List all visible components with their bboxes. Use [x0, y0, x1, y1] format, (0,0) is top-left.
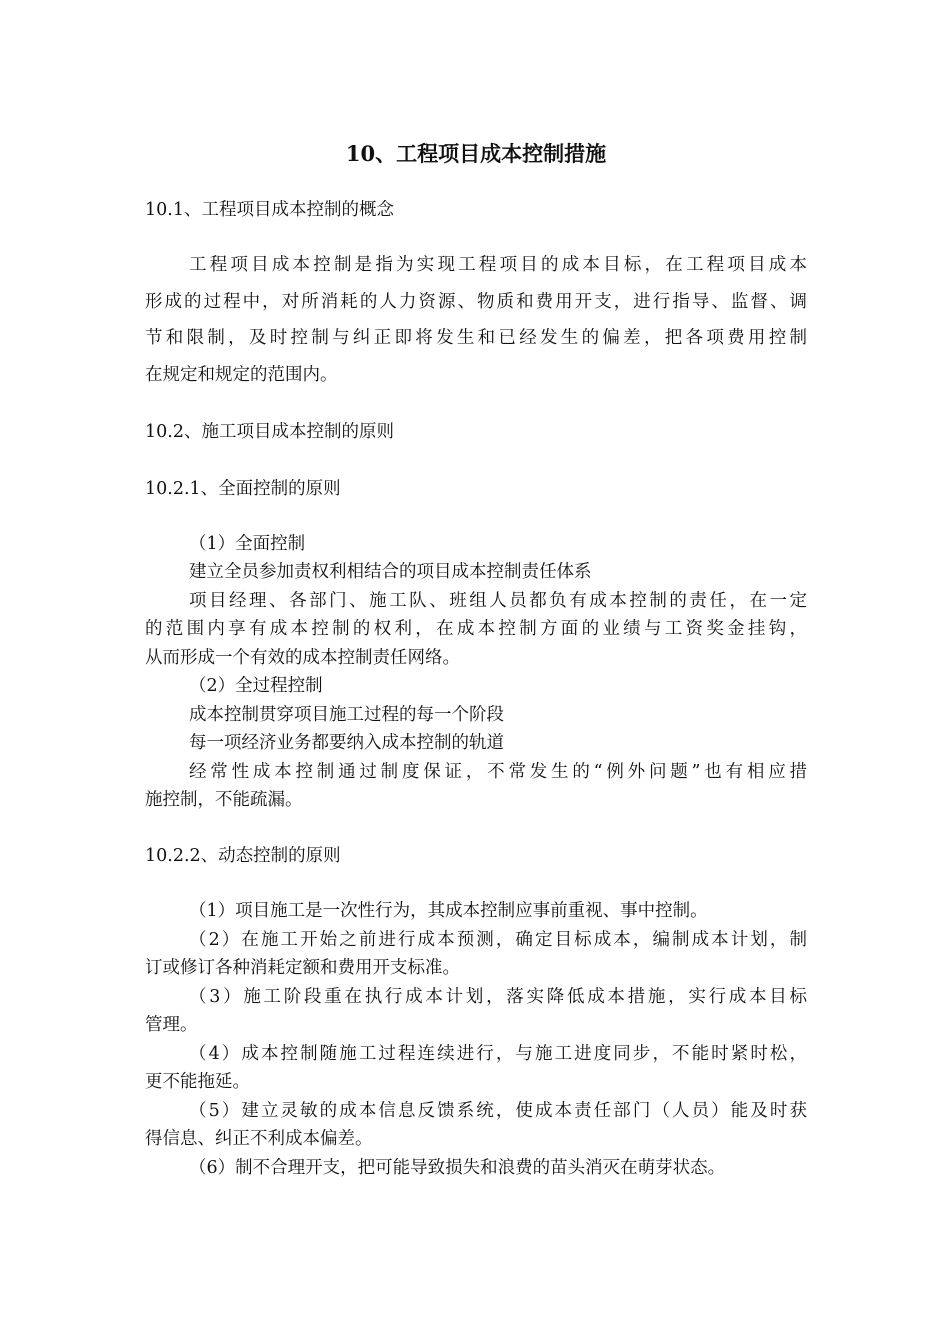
subsection-heading-10-2-2: 10.2.2、动态控制的原则	[145, 846, 341, 866]
paragraph-line: 从而形成一个有效的成本控制责任网络。	[145, 648, 460, 668]
paragraph-line: 的范围内享有成本控制的权利，在成本控制方面的业绩与工资奖金挂钩，	[145, 619, 807, 639]
paragraph-line: 节和限制，及时控制与纠正即将发生和已经发生的偏差，把各项费用控制	[145, 328, 807, 348]
paragraph-line: 经常性成本控制通过制度保证，不常发生的“例外问题”也有相应措	[189, 762, 807, 782]
paragraph-line: 在规定和规定的范围内。	[145, 365, 338, 385]
list-item: （2）全过程控制	[189, 676, 323, 696]
paragraph-line: 每一项经济业务都要纳入成本控制的轨道	[189, 733, 504, 753]
subsection-heading-10-2-1: 10.2.1、全面控制的原则	[145, 479, 341, 499]
list-item: （1）项目施工是一次性行为，其成本控制应事前重视、事中控制。	[189, 901, 708, 921]
list-item: （5）建立灵敏的成本信息反馈系统，使成本责任部门（人员）能及时获	[189, 1101, 807, 1121]
paragraph-line: 施控制，不能疏漏。	[145, 790, 303, 810]
paragraph-line: 项目经理、各部门、施工队、班组人员都负有成本控制的责任，在一定	[189, 591, 807, 611]
list-item: （1）全面控制	[189, 534, 306, 554]
document-title: 10、工程项目成本控制措施	[345, 141, 607, 166]
paragraph-line: 更不能拖延。	[145, 1072, 250, 1092]
paragraph-line: 订或修订各种消耗定额和费用开支标准。	[145, 958, 460, 978]
section-heading-10-2: 10.2、施工项目成本控制的原则	[145, 422, 394, 442]
paragraph-line: 得信息、纠正不利成本偏差。	[145, 1129, 373, 1149]
list-item: （2）在施工开始之前进行成本预测，确定目标成本，编制成本计划，制	[189, 930, 807, 950]
list-item: （6）制不合理开支，把可能导致损失和浪费的苗头消灭在萌芽状态。	[189, 1158, 726, 1178]
paragraph-line: 工程项目成本控制是指为实现工程项目的成本目标，在工程项目成本	[189, 255, 807, 275]
list-item: （4）成本控制随施工过程连续进行，与施工进度同步，不能时紧时松，	[189, 1044, 807, 1064]
section-heading-10-1: 10.1、工程项目成本控制的概念	[145, 200, 394, 220]
paragraph-line: 形成的过程中，对所消耗的人力资源、物质和费用开支，进行指导、监督、调	[145, 292, 807, 312]
paragraph-line: 建立全员参加责权利相结合的项目成本控制责任体系	[189, 562, 592, 582]
paragraph-line: 管理。	[145, 1015, 198, 1035]
paragraph-line: 成本控制贯穿项目施工过程的每一个阶段	[189, 705, 504, 725]
list-item: （3）施工阶段重在执行成本计划，落实降低成本措施，实行成本目标	[189, 987, 807, 1007]
